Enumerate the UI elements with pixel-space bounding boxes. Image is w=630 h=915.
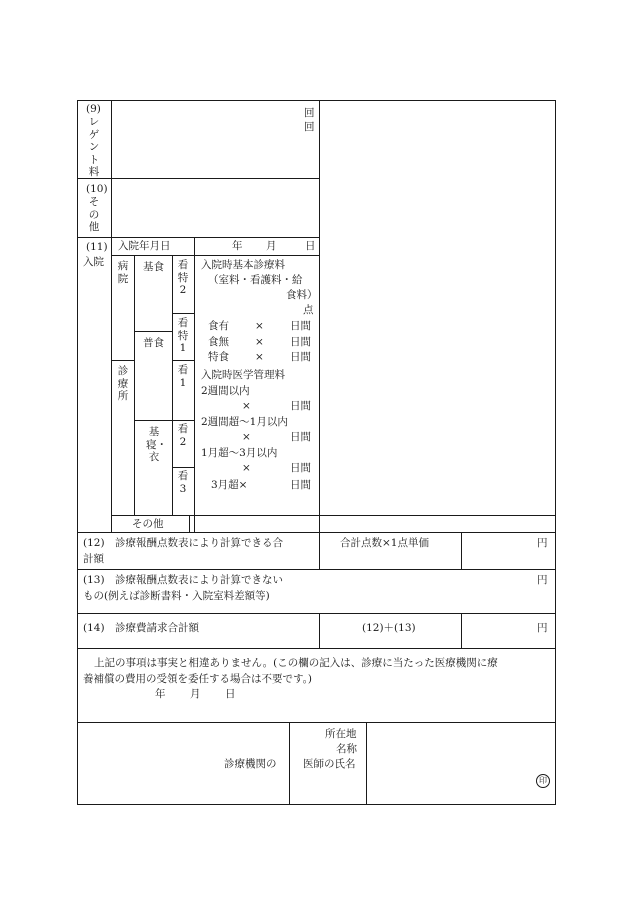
nurse-col-line [194,255,195,532]
inst-split-b [366,722,367,805]
meal-split-1 [134,331,173,332]
meal-no-times: × [255,336,264,348]
nurse3-label: 看3 [177,470,189,495]
declaration-year: 年 [155,688,166,700]
nurse-split-1 [172,313,195,314]
sec10-number: (10) [86,183,108,195]
other-col-split [189,515,190,532]
basic-meal-label: 基食 [143,261,164,273]
meal-special-times: × [255,351,264,363]
admit-date-day: 日 [305,240,316,252]
sec9-count-2: 回 [304,121,315,133]
sec13-unit: 円 [537,574,548,586]
meal-special-days: 日間 [290,351,311,363]
row-line-9-10 [77,178,320,179]
basic-bed-label: 基寝・衣 [146,426,167,463]
form-border-bottom [77,804,556,805]
over-3m-label: 3月超× [211,479,248,491]
nurse-split-3 [172,420,195,421]
nurse-special1-label: 看特1 [177,317,189,354]
meal-no-days: 日間 [290,336,311,348]
sec12-unit: 円 [537,537,548,549]
row12-split-b [461,532,462,569]
decl-bottom-line [77,722,556,723]
sec13-text: (13) 診療報酬点数表により計算できない [83,574,284,586]
declaration-month: 月 [190,688,201,700]
basic-fee-detail-2: 食料） [286,289,318,301]
over-2w-label: 2週間超～1月以内 [201,416,288,428]
declaration-day: 日 [225,688,236,700]
declaration-line-2: 養補償の費用の受領を委任する場合は不要です。) [83,673,313,685]
nurse2-label: 看2 [177,423,189,448]
content-right-line [319,100,320,537]
row-line-14-bottom [77,648,556,649]
meal-special-label: 特食 [208,351,229,363]
doctor-name-label: 医師の氏名 [303,758,356,770]
basic-fee-title: 入院時基本診療料 [201,259,285,271]
meal-no-label: 食無 [208,336,229,348]
clinic-label: 診療所 [117,365,129,402]
over-3m-days: 日間 [290,479,311,491]
hospital-label: 病院 [117,260,129,285]
sec12-formula: 合計点数×1点単価 [340,537,429,549]
admit-date-label: 入院年月日 [118,240,171,252]
sec10-label: その他 [88,196,100,233]
within-2w-label: 2週間以内 [201,385,250,397]
over-1m-days: 日間 [290,462,311,474]
other-label: その他 [132,518,164,530]
points-label: 点 [303,304,314,316]
nurse-split-2 [172,360,195,361]
institution-name-label: 名称 [336,743,357,755]
meal-col-line [172,255,173,515]
nurse-split-4 [172,467,195,468]
meal-split-2 [134,420,173,421]
sec9-number: (9) [86,103,101,115]
sec11-number: (11) [86,241,108,253]
sec13-text-2: もの(例えば診断書料・入院室料差額等) [83,590,270,602]
form-border-top [77,100,556,101]
label-column-line [111,100,112,237]
inst-split-a [289,722,290,805]
within-2w-days: 日間 [290,400,311,412]
form-border-left [77,100,78,805]
meal-yes-days: 日間 [290,320,311,332]
over-1m-times: × [242,462,251,474]
declaration-line-1: 上記の事項は事実と相違ありません。(この欄の記入は、診療に当たった医療機関に療 [94,657,498,669]
form-border-right [555,100,556,805]
row14-split-b [461,613,462,648]
hospital-col-line [134,255,135,515]
admit-date-year: 年 [232,240,243,252]
institution-address-label: 所在地 [325,728,357,740]
sec9-count-1: 回 [304,107,315,119]
normal-meal-label: 普食 [143,337,164,349]
meal-yes-times: × [255,320,264,332]
row-line-10-11 [77,237,320,238]
sec14-text: (14) 診療費請求合計額 [83,622,200,634]
admit-date-month: 月 [266,240,277,252]
nurse1-label: 看1 [177,364,189,389]
over-2w-days: 日間 [290,431,311,443]
sec11-label: 入院 [83,256,104,268]
row-line-13-bottom [77,613,556,614]
nurse-special2-label: 看特2 [177,259,189,296]
row12-split-a [319,532,320,569]
sec14-formula: (12)＋(13) [362,622,416,634]
label-column-line-11 [111,237,112,532]
sec12-text: (12) 診療報酬点数表により計算できる合 [83,537,284,549]
basic-fee-detail-1: （室料・看護料・給 [208,274,303,286]
sec9-label: レゲント料 [88,116,100,178]
within-2w-times: × [242,400,251,412]
seal-mark-icon: 印 [536,774,550,788]
admit-date-split [194,237,195,255]
meal-yes-label: 食有 [208,320,229,332]
hospital-clinic-split [111,360,135,361]
sec14-unit: 円 [537,622,548,634]
row-line-13 [77,569,556,570]
institution-label: 診療機関の [224,758,277,770]
other-row-top [111,515,556,516]
row14-split-a [319,613,320,648]
sec12-text-2: 計額 [83,553,104,565]
med-mgmt-title: 入院時医学管理料 [201,369,285,381]
row-line-12 [77,532,556,533]
admit-date-underline [111,255,320,256]
over-2w-times: × [242,431,251,443]
over-1m-label: 1月超～3月以内 [201,447,278,459]
